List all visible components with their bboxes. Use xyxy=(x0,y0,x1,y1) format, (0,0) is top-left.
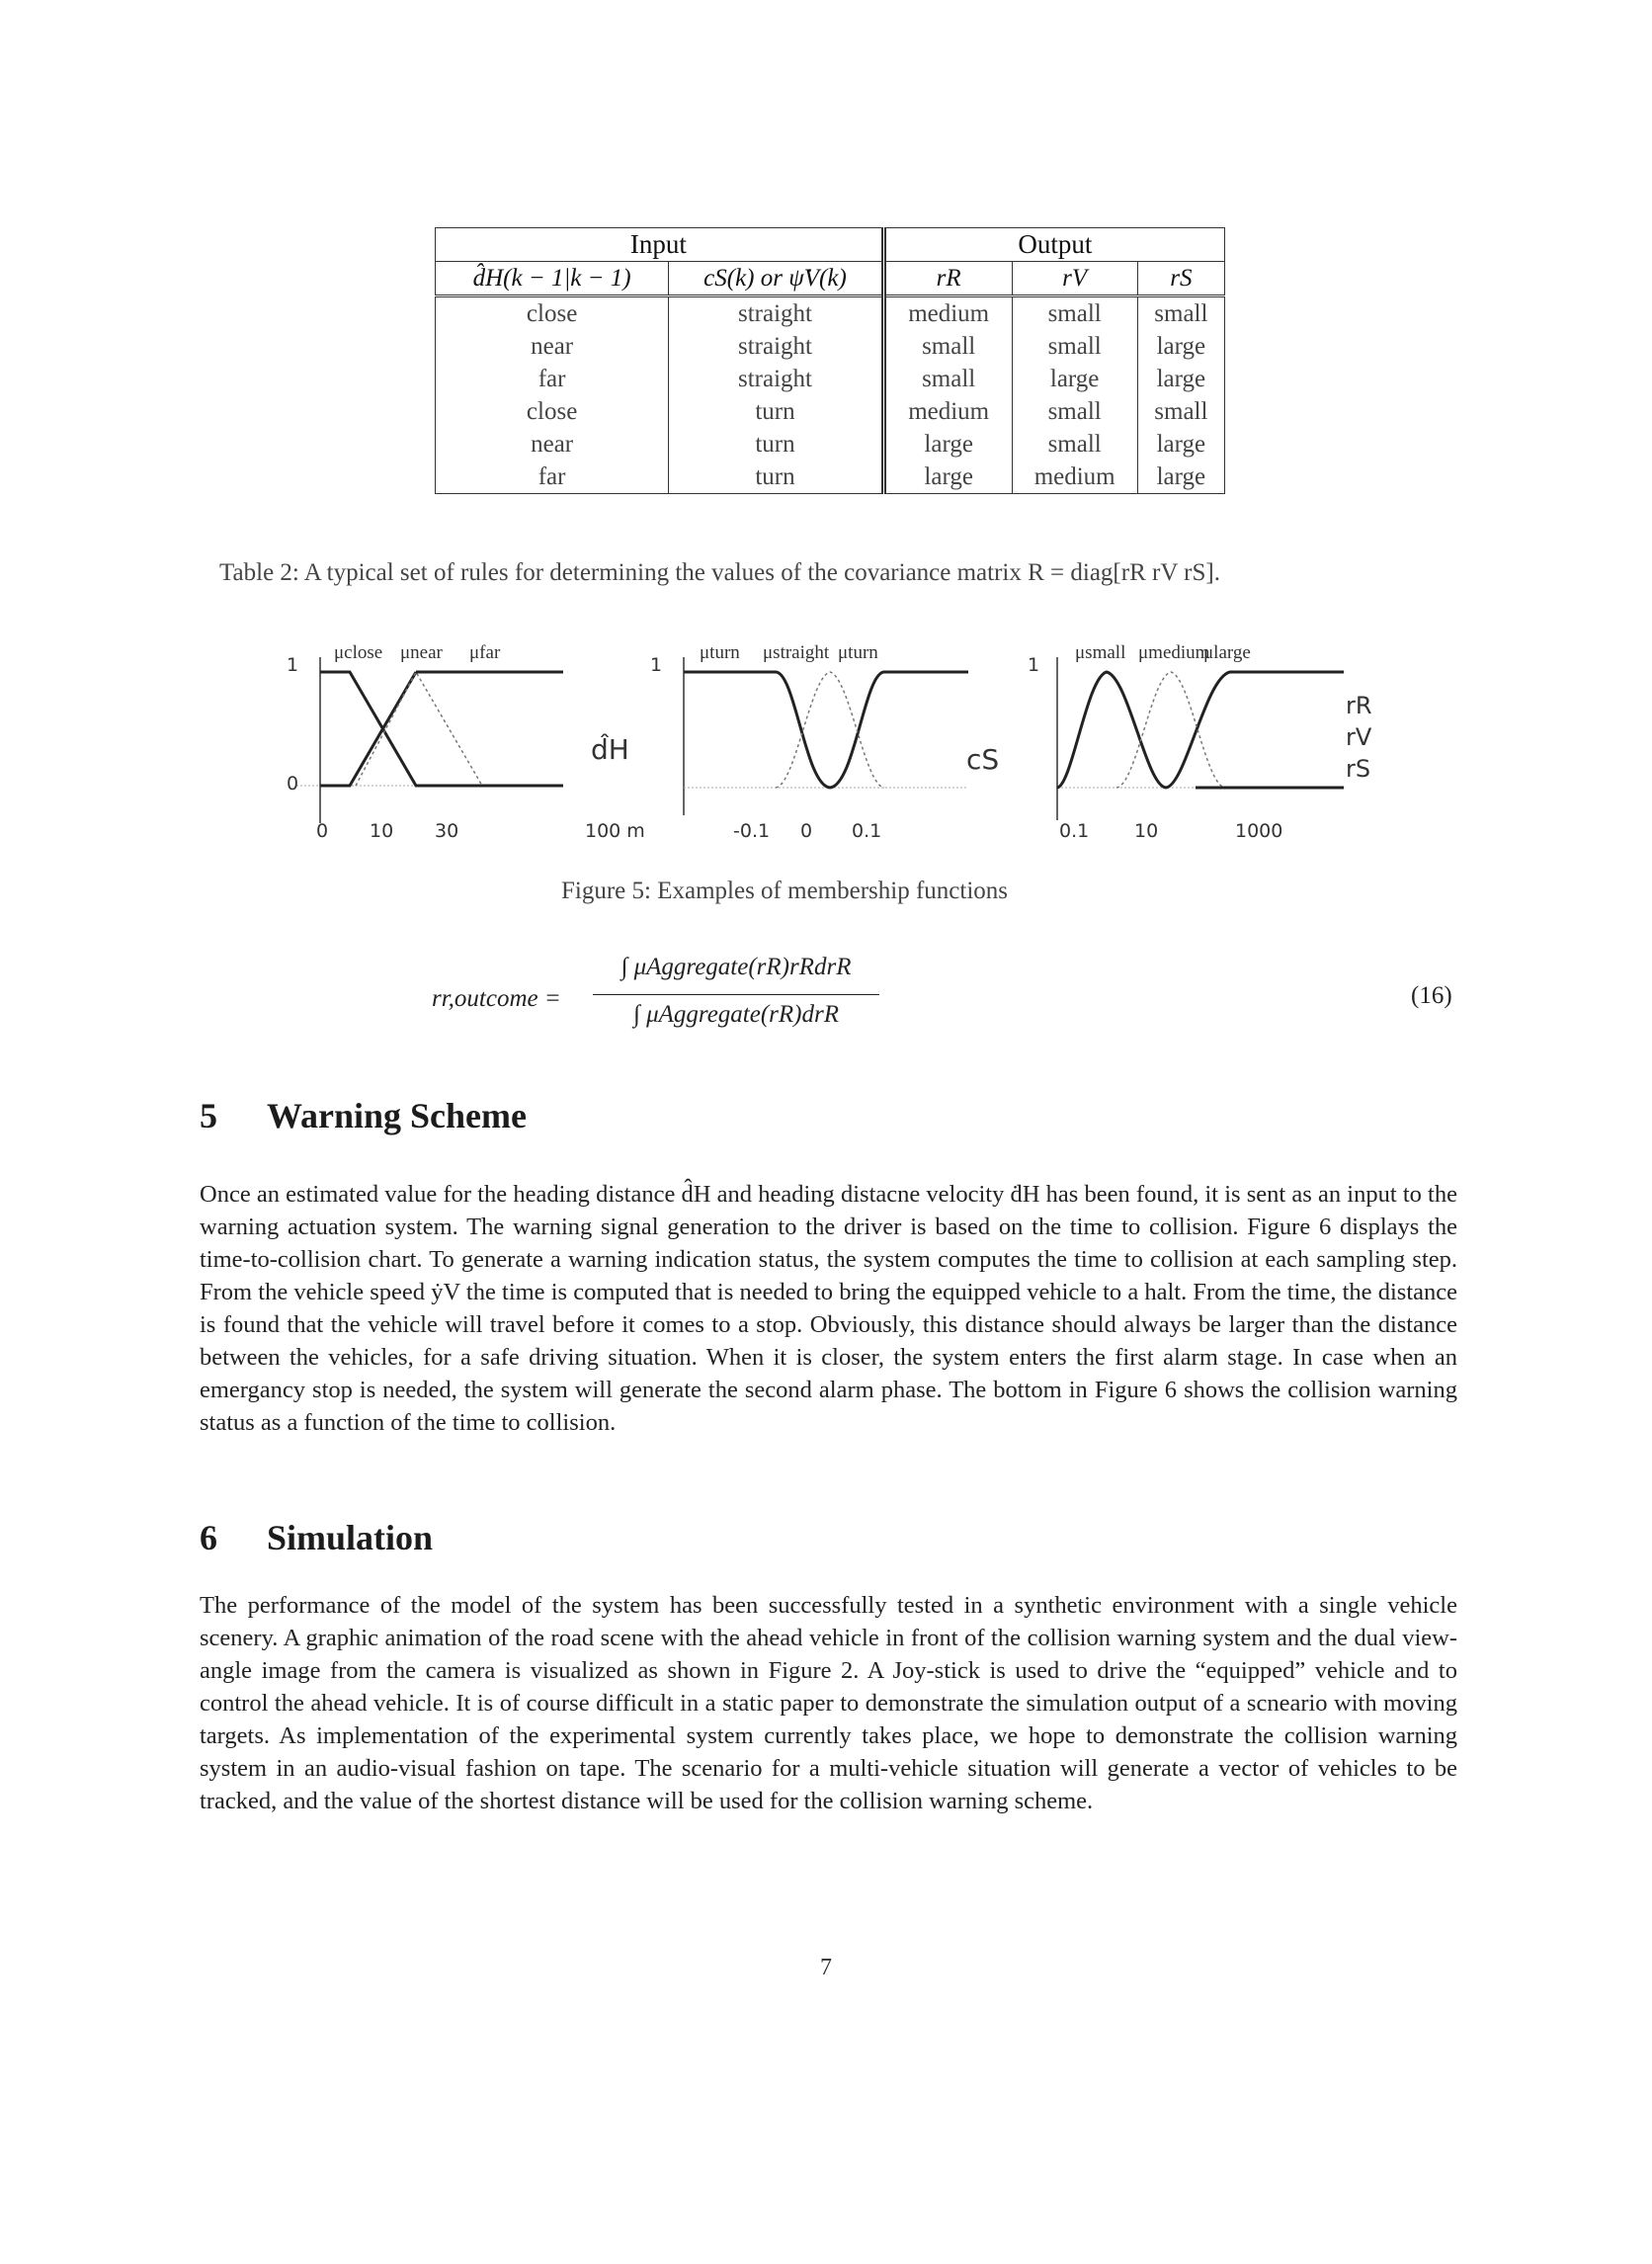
rules-table xyxy=(435,227,1225,494)
table-row xyxy=(436,428,1225,461)
panel1-mu-label: μclose xyxy=(334,642,383,663)
panel1-mu-label: μfar xyxy=(469,642,501,663)
panel1-tick: 100 m xyxy=(585,820,645,842)
panel1-tick: 0 xyxy=(316,820,329,842)
panel3-mu-medium xyxy=(1116,672,1225,788)
panel2-mu-label: μstraight xyxy=(763,642,830,663)
panel3-legend: rS xyxy=(1346,755,1371,783)
section-6-title: Simulation xyxy=(267,1518,434,1557)
panel2-tick: 0 xyxy=(800,820,813,842)
equation-numerator: ∫ μAggregate(rR)rRdrR xyxy=(620,954,852,980)
table-header-rv: rV xyxy=(1012,262,1137,296)
panel2-mu-label: μturn xyxy=(700,642,740,663)
table-cell: large xyxy=(1012,363,1137,395)
table-cell: turn xyxy=(669,428,884,461)
table-cell: large xyxy=(1137,428,1224,461)
table-group-output: Output xyxy=(883,228,1224,262)
table-row xyxy=(436,330,1225,363)
panel2-tick: 0.1 xyxy=(852,820,882,842)
table-group-input: Input xyxy=(436,228,884,262)
table-cell: far xyxy=(436,363,669,395)
table-cell: close xyxy=(436,395,669,428)
table-row xyxy=(436,395,1225,428)
panel1-mu-close xyxy=(320,672,416,786)
table-cell: close xyxy=(436,296,669,331)
panel1-mu-far xyxy=(356,672,482,786)
panel1-mu-near xyxy=(320,672,563,786)
panel1-axis-symbol: d̂H xyxy=(591,733,629,766)
panel2-axis-symbol: cS xyxy=(966,743,1000,776)
table-cell: turn xyxy=(669,461,884,494)
section-6-body: The performance of the model of the system has been successfully tested in a synthetic environment with a single vehicle scenery. A graphic animation of the road scene with the ahead vehicle in front of the collision warning system and the dual view-angle image from the camera is visualized as shown in Figure 2. A Joy-stick is used to drive the “equipped” vehicle and to control the ahead vehicle. It is of course difficult in a static paper to demonstrate the simulation output of a scneario with moving targets. As implementation of the experimental system currently takes place, we hope to demonstrate the collision warning system in an audio-visual fashion on tape. The scenario for a multi-vehicle situation will generate a vector of vehicles to be tracked, and the value of the shortest distance will be used for the collision warning scheme. xyxy=(200,1592,1457,1814)
equation-denominator: ∫ μAggregate(rR)drR xyxy=(632,1001,839,1028)
table-header-cs: cS(k) or ψ̇V(k) xyxy=(669,262,884,296)
section-5-heading xyxy=(200,1095,527,1136)
equation-lhs: rr,outcome = xyxy=(432,985,561,1012)
equation-number: (16) xyxy=(1411,982,1452,1009)
table-cell: large xyxy=(1137,330,1224,363)
table-cell: small xyxy=(1137,395,1224,428)
panel3-mu-small xyxy=(1057,672,1344,788)
table-cell: large xyxy=(883,461,1012,494)
panel2-y-top: 1 xyxy=(650,654,663,676)
table-cell: small xyxy=(1012,296,1137,331)
panel1-tick: 10 xyxy=(370,820,394,842)
table-row xyxy=(436,296,1225,331)
panel1-y-bottom: 0 xyxy=(287,773,299,795)
panel2-mu-straight xyxy=(776,672,884,788)
table-row xyxy=(436,461,1225,494)
table-row xyxy=(436,363,1225,395)
figure-caption: Figure 5: Examples of membership functions xyxy=(561,878,1009,904)
table-cell: small xyxy=(883,330,1012,363)
table-header-rs: rS xyxy=(1137,262,1224,296)
panel3-mu-label: μmedium xyxy=(1138,642,1210,663)
panel2-mu-label: μturn xyxy=(838,642,878,663)
table-cell: medium xyxy=(883,395,1012,428)
panel2-mu-turn xyxy=(684,672,968,788)
section-5-body: Once an estimated value for the heading distance d̂H and heading distacne velocity ḋH has been found, it is sent as an input to the warning actuation system. The warning signal generation to the driver is based on the time to collision. Figure 6 displays the time-to-collision chart. To generate a warning indication status, the system computes the time to collision at each sampling step. From the vehicle speed ẏV the time is computed that is needed to bring the equipped vehicle to a halt. From the time, the distance is found that the vehicle will travel before it comes to a stop. Obviously, this distance should always be larger than the distance between the vehicles, for a safe driving situation. When it is closer, the system enters the first alarm stage. In case when an emergancy stop is needed, the system will generate the second alarm phase. The bottom in Figure 6 shows the collision warning status as a function of the time to collision. xyxy=(200,1181,1457,1436)
panel3-mu-label: μlarge xyxy=(1203,642,1251,663)
table-cell: small xyxy=(1012,330,1137,363)
panel1-mu-label: μnear xyxy=(400,642,443,663)
section-5-number: 5 xyxy=(200,1096,217,1135)
table-cell: straight xyxy=(669,330,884,363)
panel3-legend: rR xyxy=(1346,692,1372,719)
panel3-legend: rV xyxy=(1346,723,1372,751)
table-header-dh: d̂H(k − 1|k − 1) xyxy=(436,262,669,296)
panel1-y-top: 1 xyxy=(287,654,299,676)
table-cell: turn xyxy=(669,395,884,428)
panel1-tick: 30 xyxy=(435,820,459,842)
section-6-number: 6 xyxy=(200,1518,217,1557)
table-cell: small xyxy=(1012,395,1137,428)
table-cell: near xyxy=(436,428,669,461)
panel3-y-top: 1 xyxy=(1028,654,1040,676)
table-cell: small xyxy=(1137,296,1224,331)
panel2-tick: -0.1 xyxy=(733,820,771,842)
panel3-tick: 1000 xyxy=(1235,820,1283,842)
table-cell: large xyxy=(1137,363,1224,395)
table-cell: straight xyxy=(669,296,884,331)
table-cell: large xyxy=(1137,461,1224,494)
section-5-title: Warning Scheme xyxy=(267,1096,528,1135)
table-caption: Table 2: A typical set of rules for determining the values of the covariance matrix R = diag[rR rV rS]. xyxy=(219,559,1220,586)
table-cell: near xyxy=(436,330,669,363)
table-cell: straight xyxy=(669,363,884,395)
table-cell: medium xyxy=(883,296,1012,331)
equation-fraction-bar xyxy=(593,994,879,995)
section-6-heading xyxy=(200,1517,433,1558)
table-cell: medium xyxy=(1012,461,1137,494)
table-cell: small xyxy=(883,363,1012,395)
panel3-mu-label: μsmall xyxy=(1075,642,1126,663)
table-header-rr: rR xyxy=(883,262,1012,296)
table-cell: far xyxy=(436,461,669,494)
panel3-tick: 10 xyxy=(1134,820,1159,842)
panel3-tick: 0.1 xyxy=(1059,820,1090,842)
table-cell: large xyxy=(883,428,1012,461)
table-cell: small xyxy=(1012,428,1137,461)
page-number: 7 xyxy=(820,1955,832,1980)
